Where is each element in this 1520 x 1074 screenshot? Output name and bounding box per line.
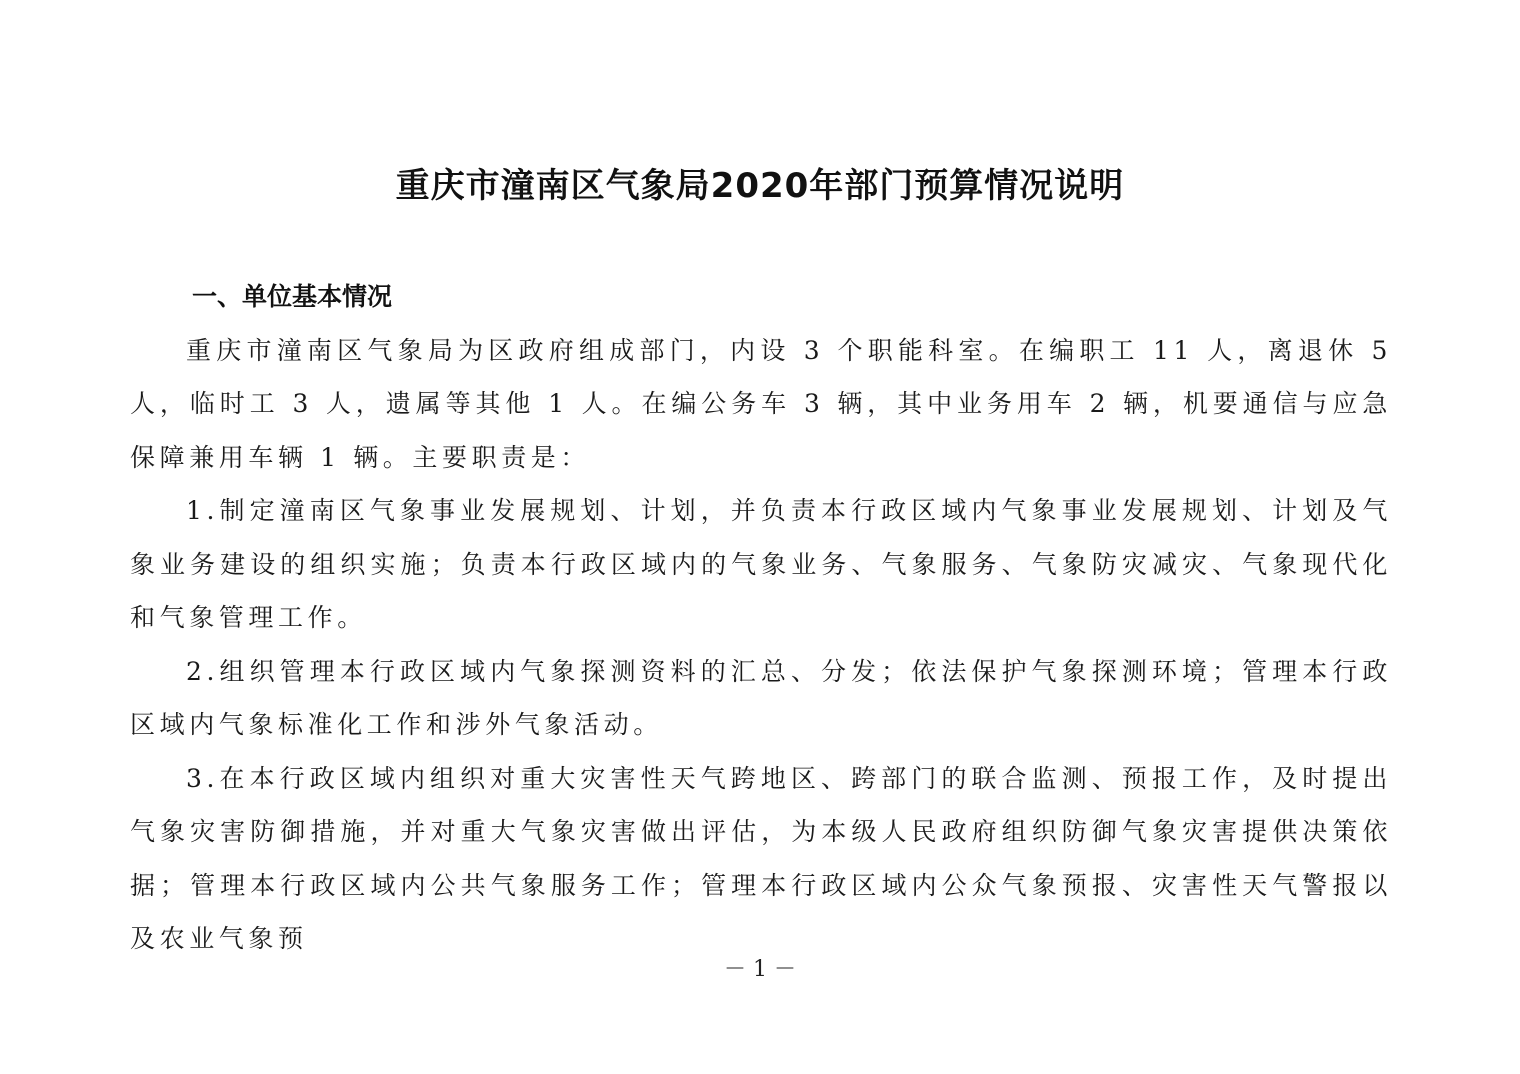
paragraph-duty-3: 3.在本行政区域内组织对重大灾害性天气跨地区、跨部门的联合监测、预报工作，及时提出气象灾害防御措施，并对重大气象灾害做出评估，为本级人民政府组织防御气象灾害提供决策依据；管理本行政区域内公共气象服务工作；管理本行政区域内公众气象预报、灾害性天气警报以及农业气象预 xyxy=(130,763,1392,953)
document-body xyxy=(130,270,1392,966)
document-title: 重庆市潼南区气象局2020年部门预算情况说明 xyxy=(395,166,1125,206)
page-number: － 1 － xyxy=(724,957,796,982)
paragraph-intro: 重庆市潼南区气象局为区政府组成部门，内设 3 个职能科室。在编职工 11 人，离退休 5 人，临时工 3 人，遗属等其他 1 人。在编公务车 3 辆，其中业务用车 2 辆，机要通信与应急保障兼用车辆 1 辆。主要职责是： xyxy=(130,335,1392,472)
section-heading: 一、单位基本情况 xyxy=(192,282,393,311)
paragraph-duty-1: 1.制定潼南区气象事业发展规划、计划，并负责本行政区域内气象事业发展规划、计划及气象业务建设的组织实施；负责本行政区域内的气象业务、气象服务、气象防灾减灾、气象现代化和气象管理工作。 xyxy=(130,496,1392,632)
paragraph-duty-2: 2.组织管理本行政区域内气象探测资料的汇总、分发；依法保护气象探测环境；管理本行政区域内气象标准化工作和涉外气象活动。 xyxy=(130,656,1392,739)
